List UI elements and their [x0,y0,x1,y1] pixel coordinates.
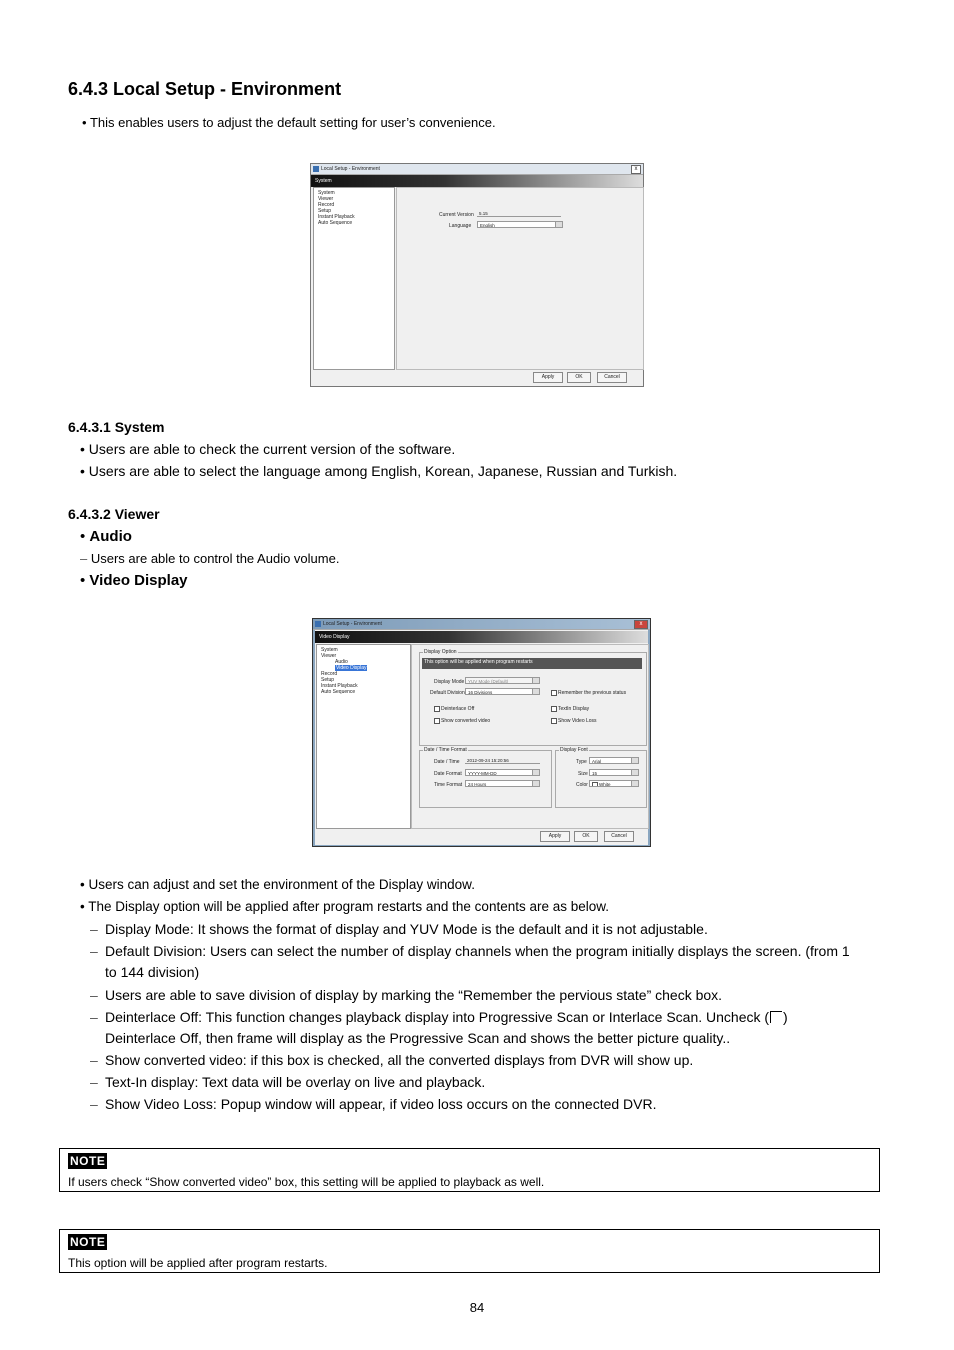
note-box [59,1148,880,1192]
version-label: Current Version [439,212,474,218]
color-swatch [592,782,598,787]
note-tag: NOTE [70,1154,106,1168]
date-format-value: YYYY-MM-DD [468,771,497,776]
dash-text: Show converted video: if this box is checked, all the converted displays from DVR will show up. [105,1052,694,1068]
dash-text: Show Video Loss: Popup window will appear, if video loss occurs on the connected DVR. [105,1096,657,1112]
cancel-button[interactable]: Cancel [597,372,627,383]
chevron-down-icon [532,781,539,787]
tree-item[interactable]: Auto Sequence [318,220,353,226]
default-division-label: Default Division [430,690,465,696]
bullet-text: Users can adjust and set the environment of the Display window. [88,877,475,892]
page-number: 84 [469,1300,485,1315]
deinterlace-label: Deinterlace Off [441,706,475,712]
display-mode-value: YUV Mode (Default) [468,679,509,684]
display-bullet: • The Display option will be applied after program restarts and the contents are as below. [80,899,610,914]
tree-item[interactable]: System [318,190,335,196]
screenshot-system [310,163,644,387]
show-loss-checkbox[interactable] [551,718,557,724]
tree-item[interactable]: Auto Sequence [321,689,356,695]
tree-item[interactable]: Setup [318,208,332,214]
apply-button[interactable]: Apply [533,372,563,383]
bullet-text: Users are able to check the current version of the software. [88,441,456,457]
show-converted-checkbox[interactable] [434,718,440,724]
dash-item: – Text-In display: Text data will be overlay on live and playback. [90,1072,850,1093]
language-select[interactable] [477,221,563,228]
band-label: System [315,178,332,184]
section-heading: 6.4.3 Local Setup - Environment [68,79,342,99]
intro-text: • This enables users to adjust the default setting for user’s convenience. [82,115,496,130]
size-label: Size [578,771,588,777]
bullet-text: The Display option will be applied after program restarts and the contents are as below. [88,899,610,914]
note-box [59,1229,880,1273]
system-heading: 6.4.3.1 System [68,419,165,435]
time-format-value: 24 Hours [468,782,487,787]
dash-item: – Display Mode: It shows the format of display and YUV Mode is the default and it is not adjustable. [90,919,850,940]
audio-desc: – Users are able to control the Audio volume. [80,551,340,566]
dash-text: Display Mode: It shows the format of display and YUV Mode is the default and it is not adjustable. [105,921,708,937]
time-format-label: Time Format [434,782,463,788]
note-text: If users check “Show converted video” box, this setting will be applied to playback as well. [68,1175,545,1189]
settings-tree [316,644,411,829]
type-label: Type [576,759,587,765]
apply-button[interactable]: Apply [540,831,570,842]
date-format-select[interactable] [465,769,540,776]
video-label: Video Display [89,572,188,589]
settings-content [396,187,644,370]
checkbox-glyph-icon [770,1011,782,1023]
chevron-down-icon [532,678,539,684]
display-bullet: • Users can adjust and set the environment of the Display window. [80,877,475,892]
textin-checkbox[interactable] [551,706,557,712]
screenshot-video-display [312,618,651,847]
bullet-text: Users are able to select the language among English, Korean, Japanese, Russian and Turkish. [88,463,678,479]
intro-bullet: This enables users to adjust the default setting for user’s convenience. [89,115,496,130]
datetime-group [419,747,552,808]
size-value: 15 [592,771,598,776]
video-heading: • Video Display [80,572,188,589]
tree-item[interactable]: Instant Playback [318,214,355,220]
tree-item[interactable]: Audio [335,659,348,665]
tree-item[interactable]: Instant Playback [321,683,358,689]
system-bullet: • Users are able to check the current version of the software. [80,441,456,457]
dash-item: – Show converted video: if this box is checked, all the converted displays from DVR will show up. [90,1050,850,1071]
tree-item[interactable]: System [321,647,338,653]
time-format-select[interactable] [465,780,540,787]
close-icon[interactable]: x [631,165,641,174]
datetime-label: Date / Time [434,759,460,765]
show-loss-label: Show Video Loss [558,718,597,724]
datetime-value: 2012-09-24 15:20:56 [465,757,540,764]
default-division-select[interactable] [465,688,540,695]
audio-label: Audio [89,528,132,545]
settings-content [411,644,649,829]
restart-banner [422,658,642,669]
dash-item: – Users are able to save division of display by marking the “Remember the pervious state” check box. [90,985,850,1006]
color-label: Color [576,782,588,788]
tree-item[interactable]: Viewer [321,653,337,659]
audio-heading: • Audio [80,528,132,545]
dash-text: Users are able to save division of display by marking the “Remember the pervious state” check box. [105,987,723,1003]
color-value: White [599,782,611,787]
remember-label: Remember the previous status [558,690,627,696]
chevron-down-icon [631,758,638,764]
settings-tree [313,187,395,370]
display-font-group [555,747,647,808]
chevron-down-icon [532,689,539,695]
size-stepper[interactable] [589,769,639,776]
cancel-button[interactable]: Cancel [604,831,634,842]
tree-item[interactable]: Viewer [318,196,334,202]
group-label: Display Option [424,649,457,655]
type-select[interactable] [589,757,639,764]
close-icon[interactable]: x [634,620,648,629]
ok-button[interactable]: OK [567,372,591,383]
language-label: Language [449,223,472,229]
stepper-icon [631,770,638,776]
default-division-value: 16 Divisions [468,690,493,695]
chevron-down-icon [631,781,638,787]
group-label: Date / Time Format [424,747,467,753]
display-option-group [419,649,647,746]
panel-band [311,175,643,187]
window-titlebar [311,164,643,175]
language-value: English [480,223,495,228]
deinterlace-checkbox[interactable] [434,706,440,712]
date-format-label: Date Format [434,771,462,777]
dash-item: – Show Video Loss: Popup window will appear, if video loss occurs on the connected DVR. [90,1094,850,1115]
type-value: Arial [592,759,602,764]
chevron-down-icon [532,770,539,776]
dash-item: – Deinterlace Off: This function changes playback display into Progressive Scan or Interlace Scan. Uncheck ( ) Deinterlace Off, then frame will display as the Progressive Scan and shows the better picture quality.. [90,1009,788,1046]
band-label: Video Display [319,634,350,640]
chevron-down-icon [555,222,562,228]
window-body [315,630,648,845]
dash-text: Default Division: Users can select the number of display channels when the program initially displays the screen. (from 1 to 144 division) [105,943,850,980]
restart-note: This option will be applied when program restarts [424,659,533,665]
tree-item-selected[interactable]: Video Display [336,665,367,671]
audio-desc-text: Users are able to control the Audio volume. [90,551,340,566]
dash-text: Deinterlace Off: This function changes playback display into Progressive Scan or Interlace Scan. Uncheck ( [105,1009,770,1025]
color-select[interactable] [589,780,639,787]
app-icon [313,166,319,172]
display-mode-label: Display Mode [434,679,465,685]
tree-item[interactable]: Record [318,202,335,208]
window-titlebar [313,619,650,630]
show-converted-label: Show converted video [441,718,491,724]
remember-checkbox[interactable] [551,690,557,696]
dash-item: – Default Division: Users can select the number of display channels when the program initially displays the screen. (from 1 to 144 division) [90,941,850,983]
system-bullet: • Users are able to select the language among English, Korean, Japanese, Russian and Turkish. [80,463,678,479]
ok-button[interactable]: OK [574,831,598,842]
tree-item[interactable]: Setup [321,677,335,683]
app-icon [315,621,321,627]
note-text: This option will be applied after program restarts. [68,1256,328,1270]
tree-item[interactable]: Record [321,671,338,677]
viewer-heading: 6.4.3.2 Viewer [68,506,160,522]
note-tag: NOTE [70,1235,106,1249]
version-value: 5.15 [477,210,561,217]
dash-text: ) Deinterlace Off, then frame will display as the Progressive Scan and shows the better picture quality.. [105,1009,788,1046]
panel-band [315,631,648,643]
window-title: Local Setup - Environment [321,166,380,172]
textin-label: TextIn Display [558,706,590,712]
group-label: Display Font [560,747,588,753]
display-mode-select [465,677,540,684]
window-title: Local Setup - Environment [323,621,382,627]
dash-text: Text-In display: Text data will be overlay on live and playback. [105,1074,486,1090]
